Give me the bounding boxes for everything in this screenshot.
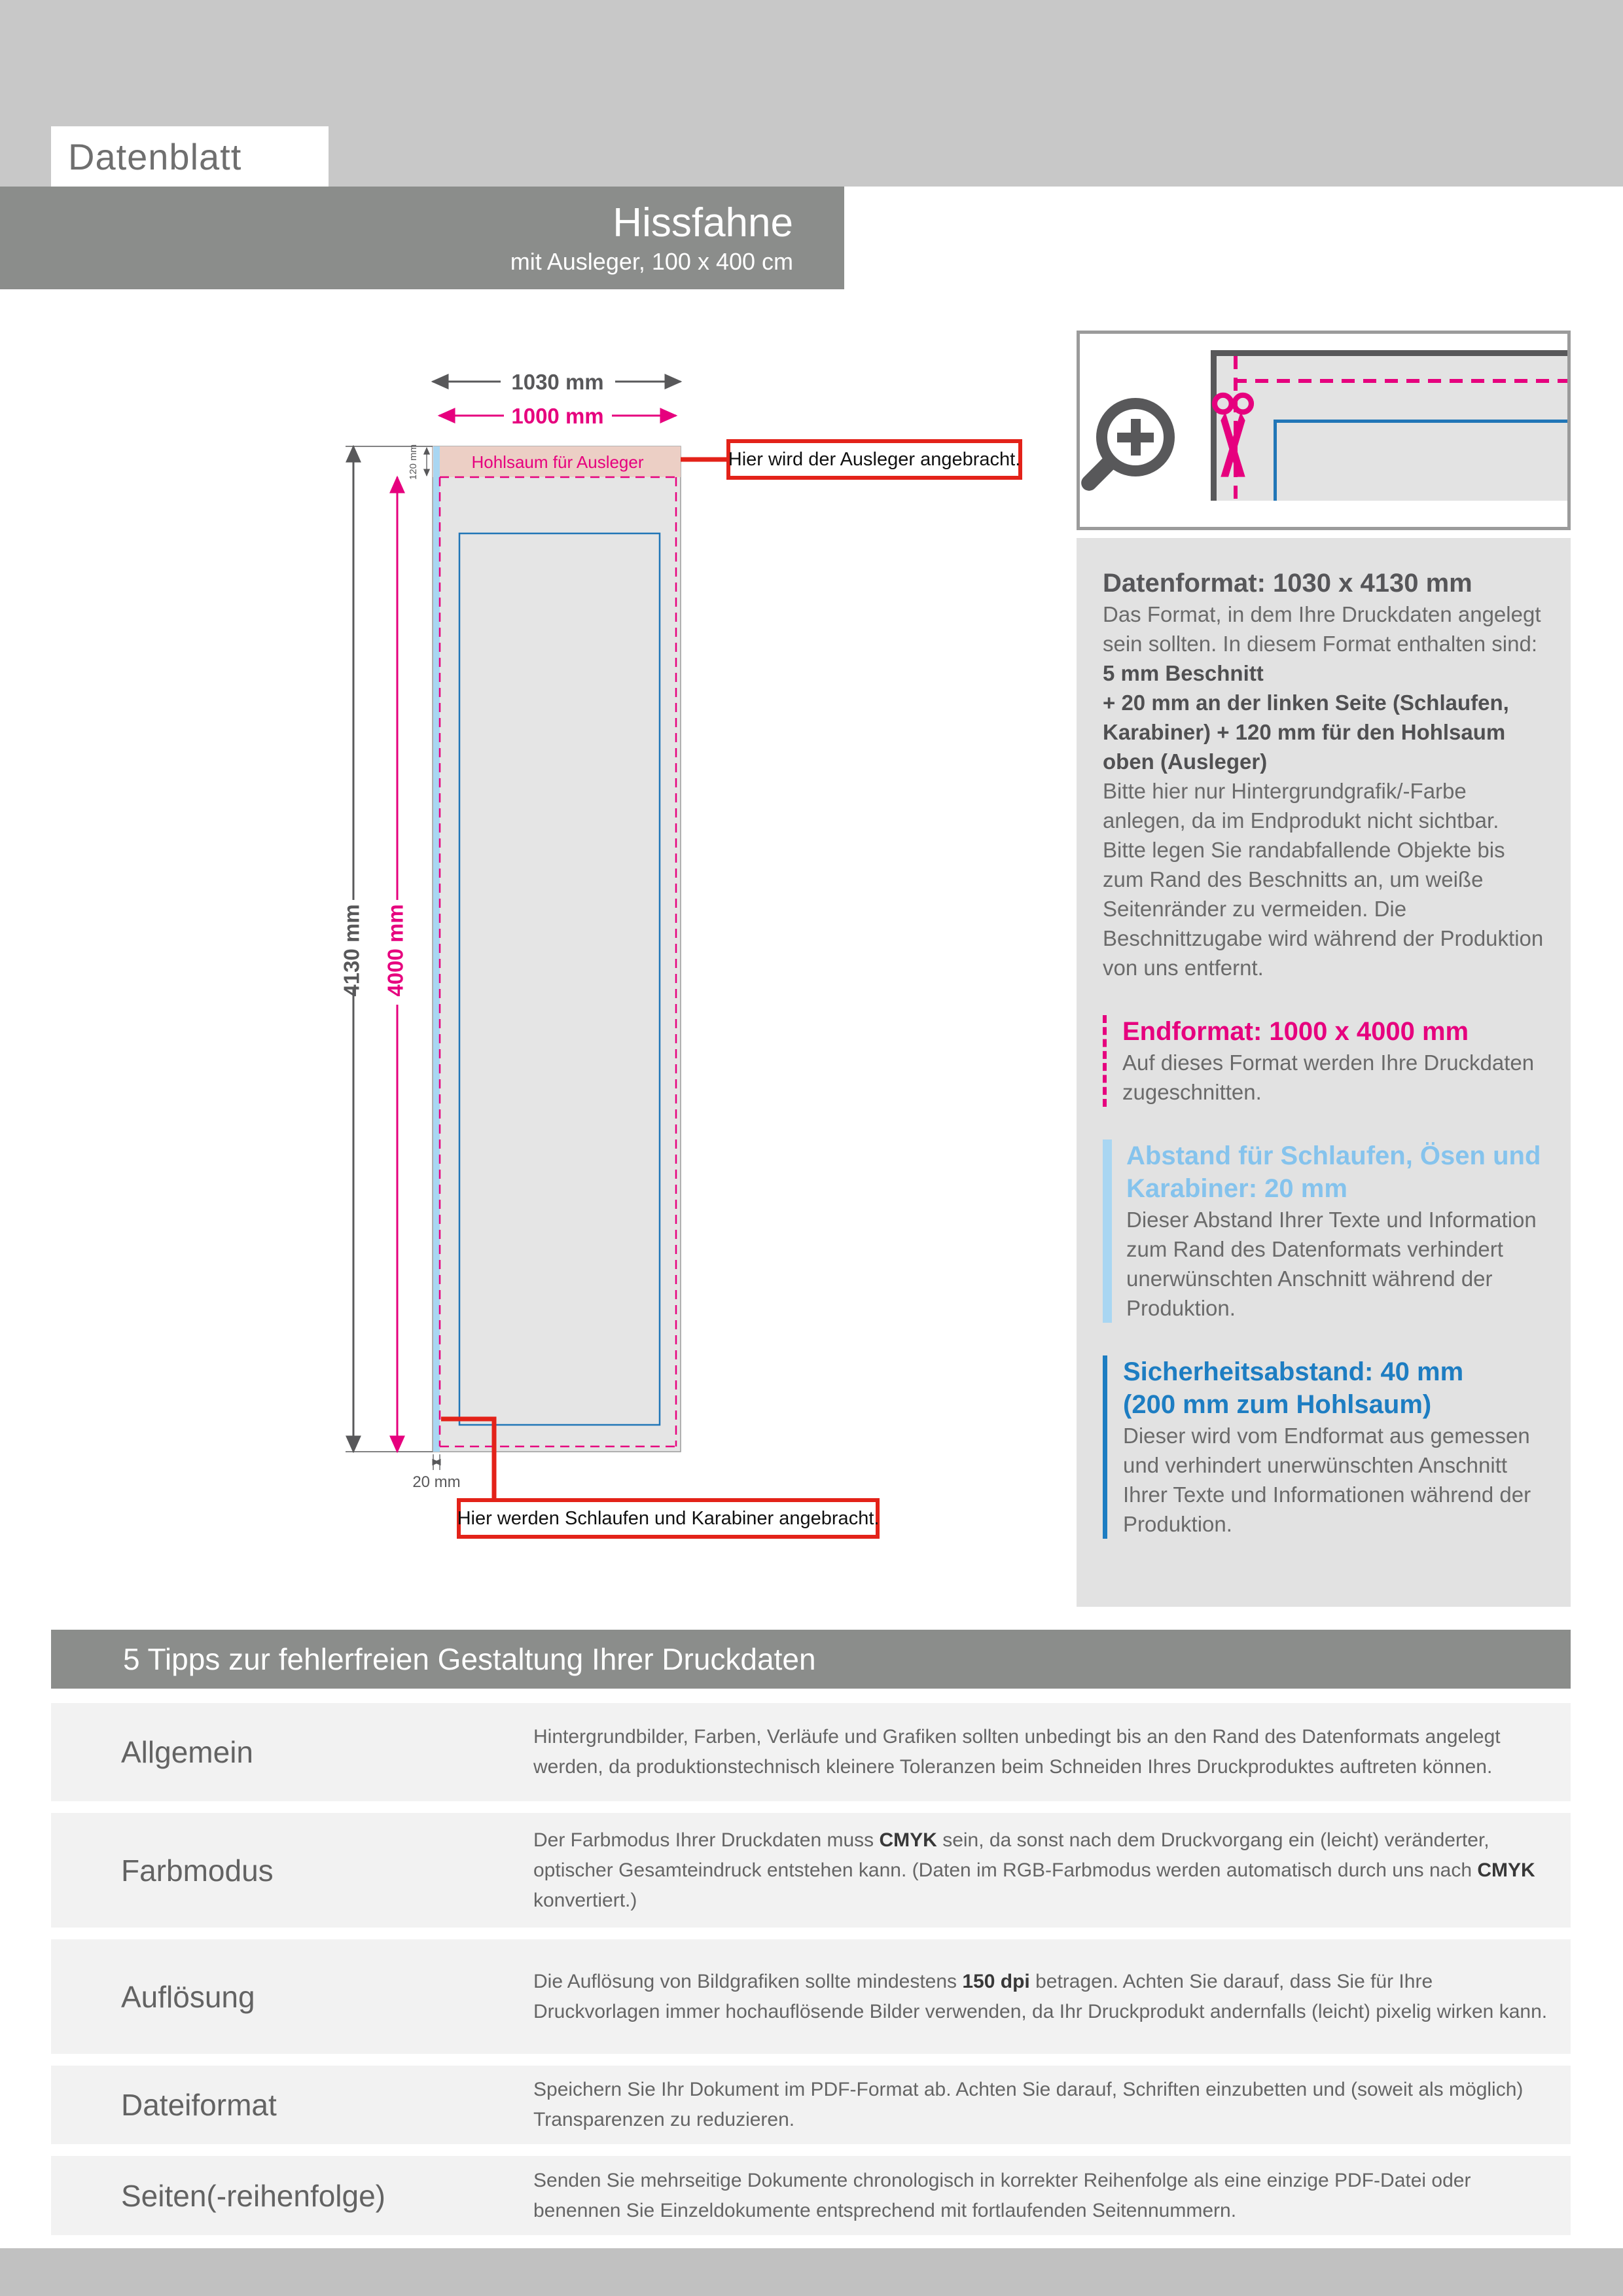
dim-4130-label: 4130 mm [339, 904, 364, 997]
footer-band [0, 2248, 1623, 2296]
tip-text-bold: 150 dpi [962, 1970, 1030, 1992]
tip-row-farbmodus [51, 1813, 1571, 1928]
dim-1030-label: 1030 mm [511, 370, 604, 394]
callout-schlaufen [457, 1498, 880, 1539]
tip-body [533, 2166, 1571, 2226]
tip-row-aufloesung [51, 1939, 1571, 2054]
mini-dataformat-corner [1211, 350, 1567, 501]
tips-header-bar [51, 1630, 1571, 1689]
callout-ausleger [726, 439, 1022, 480]
flag-diagram [249, 367, 1060, 1571]
tip-label: Allgemein [121, 1735, 253, 1769]
callout-schlaufen-text: Hier werden Schlaufen und Karabiner angebracht. [457, 1507, 880, 1529]
tip-text: sein, da sonst nach dem Druckvorgang ein (leicht) veränderter, optischer Gesamteindruck entstehen kann. (Daten im RGB-Farbmodus werden automatisch durch uns nach [533, 1829, 1489, 1881]
datenformat-block [1103, 567, 1544, 982]
tip-label: Farbmodus [121, 1853, 274, 1888]
datenformat-paragraph-1 [1103, 600, 1544, 835]
tip-body [533, 1967, 1571, 2027]
tip-label: Auflösung [121, 1979, 255, 2014]
tips-title: 5 Tipps zur fehlerfreien Gestaltung Ihrer Druckdaten [123, 1642, 816, 1676]
datenformat-heading: Datenformat: 1030 x 4130 mm [1103, 569, 1472, 598]
tip-label: Dateiformat [121, 2088, 277, 2122]
magnifier-plus-v [1131, 419, 1141, 456]
tip-body [533, 1722, 1571, 1782]
datenformat-p1-rest: Bitte hier nur Hintergrundgrafik/-Farbe anlegen, da im Endprodukt nicht sichtbar. [1103, 779, 1499, 833]
dim-1000-label: 1000 mm [511, 404, 604, 428]
tip-text: konvertiert.) [533, 1889, 637, 1911]
info-panel [1077, 538, 1571, 1607]
datenblatt-label: Datenblatt [68, 135, 242, 177]
mini-endformat-dash-h [1234, 379, 1567, 383]
tip-text: Die Auflösung von Bildgrafiken sollte mindestens [533, 1970, 963, 1992]
datenformat-paragraph-2: Bitte legen Sie randabfallende Objekte bis zum Rand des Beschnitts an, um weiße Seitenränder zu vermeiden. Die Beschnittzugabe wird während der Produktion von uns entfernt. [1103, 838, 1544, 980]
tip-row-allgemein [51, 1703, 1571, 1801]
scissors-icon [1210, 391, 1256, 483]
datenblatt-box [51, 126, 329, 187]
product-title: Hissfahne [613, 200, 793, 245]
callout-ausleger-text: Hier wird der Ausleger angebracht. [728, 448, 1021, 470]
dim-120-label: 120 mm [407, 444, 419, 480]
tip-body [533, 2075, 1571, 2135]
mini-safety-line-h [1274, 420, 1567, 423]
hohlsaum-label: Hohlsaum für Ausleger [471, 452, 644, 472]
abstand-block [1103, 1139, 1544, 1323]
tip-text: Der Farbmodus Ihrer Druckdaten muss [533, 1829, 880, 1851]
tip-text-bold: CMYK [1477, 1859, 1535, 1881]
endformat-heading: Endformat: 1000 x 4000 mm [1122, 1017, 1469, 1046]
tip-text: Senden Sie mehrseitige Dokumente chronologisch in korrekter Reihenfolge als eine einzige PDF-Datei oder benennen Sie Einzeldokumente entsprechend mit fortlaufenden Seitennummern. [533, 2169, 1471, 2221]
flag-dataformat-area [433, 446, 681, 1452]
dim-4000-label: 4000 mm [383, 904, 408, 997]
zoom-illustration-box [1077, 331, 1571, 530]
dim-20-arrow [433, 1454, 440, 1470]
datenformat-p1-bold2: + 20 mm an der linken Seite (Schlaufen, Karabiner) + 120 mm für den Hohlsaum oben (Ausleger) [1103, 691, 1509, 774]
mini-safety-line-v [1274, 420, 1277, 501]
endformat-body: Auf dieses Format werden Ihre Druckdaten zugeschnitten. [1122, 1050, 1535, 1104]
tip-text-bold: CMYK [879, 1829, 937, 1851]
tip-row-seitenreihenfolge [51, 2156, 1571, 2235]
tip-text: Hintergrundbilder, Farben, Verläufe und Grafiken sollten unbedingt bis an den Rand des Datenformats angelegt werden, da produktionstechnisch kleinere Toleranzen beim Schneiden Ihres Druckproduktes auftreten können. [533, 1726, 1501, 1778]
abstand-heading: Abstand für Schlaufen, Ösen und Karabiner: 20 mm [1126, 1141, 1541, 1203]
abstand-body: Dieser Abstand Ihrer Texte und Information zum Rand des Datenformats verhindert unerwünschten Anschnitt während der Produktion. [1126, 1208, 1537, 1320]
sicherheitsabstand-heading [1123, 1355, 1544, 1421]
tip-text: betragen. Achten Sie darauf, dass Sie für Ihre Druckvorlagen immer hochauflösende Bilder verwenden, da Ihr Druckprodukt andernfalls (leicht) pixelig wirken kann. [533, 1970, 1548, 2022]
product-subtitle: mit Ausleger, 100 x 400 cm [510, 247, 793, 275]
endformat-block [1103, 1015, 1544, 1107]
title-bar [0, 187, 844, 289]
datenformat-p1-normal: Das Format, in dem Ihre Druckdaten angelegt sein sollten. In diesem Format enthalten sind: [1103, 602, 1541, 656]
tip-text: Speichern Sie Ihr Dokument im PDF-Format ab. Achten Sie darauf, Schriften einzubetten und (soweit als möglich) Transparenzen zu reduzieren. [533, 2079, 1524, 2130]
sicherheitsabstand-body: Dieser wird vom Endformat aus gemessen und verhindert unerwünschten Anschnitt Ihrer Texte und Informationen während der Produktion. [1123, 1424, 1531, 1536]
tip-label: Seiten(-reihenfolge) [121, 2178, 386, 2213]
sicherheitsabstand-block [1103, 1355, 1544, 1539]
tip-body [533, 1825, 1571, 1916]
dim-20-label: 20 mm [412, 1473, 461, 1491]
sicherheitsabstand-heading-line2: (200 mm zum Hohlsaum) [1123, 1390, 1432, 1419]
schlaufen-stripe [433, 446, 440, 1452]
tip-row-dateiformat [51, 2066, 1571, 2144]
sicherheitsabstand-heading-line1: Sicherheitsabstand: 40 mm [1123, 1357, 1464, 1386]
datenformat-p1-bold1: 5 mm Beschnitt [1103, 661, 1264, 685]
